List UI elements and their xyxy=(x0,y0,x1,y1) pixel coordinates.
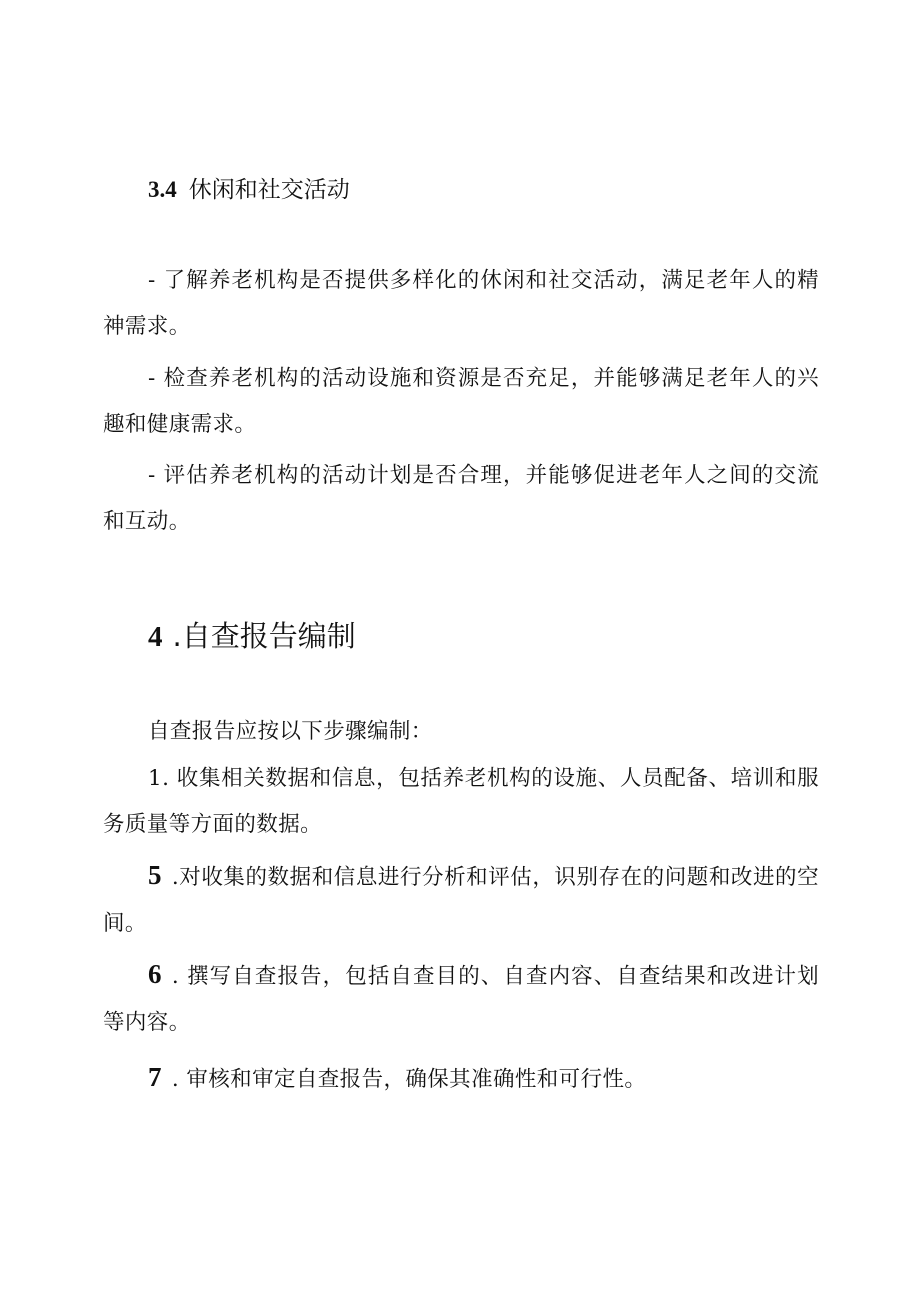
bullet-paragraph: - 评估养老机构的活动计划是否合理，并能够促进老年人之间的交流和互动。 xyxy=(103,463,819,534)
step-paragraph xyxy=(103,852,819,947)
section-title: 休闲和社交活动 xyxy=(188,177,350,203)
section-title: .自查报告编制 xyxy=(172,619,356,653)
step-number: 7 xyxy=(148,1062,162,1092)
section-number: 4 xyxy=(148,621,163,653)
step-text: . 撰写自查报告，包括自查目的、自查内容、自查结果和改进计划等内容。 xyxy=(103,964,819,1035)
step-paragraph xyxy=(103,1054,819,1103)
bullet-paragraph: - 检查养老机构的活动设施和资源是否充足，并能够满足老年人的兴趣和健康需求。 xyxy=(103,366,819,437)
section-heading-4 xyxy=(148,616,356,657)
step-paragraph: 1. 收集相关数据和信息，包括养老机构的设施、人员配备、培训和服务质量等方面的数据。 xyxy=(103,766,819,837)
step-text: . 审核和审定自查报告，确保其准确性和可行性。 xyxy=(171,1067,647,1092)
step-paragraph xyxy=(103,951,819,1046)
step-text: .对收集的数据和信息进行分析和评估，识别存在的问题和改进的空间。 xyxy=(103,865,819,936)
step-number: 6 xyxy=(148,959,162,989)
bullet-paragraph: - 了解养老机构是否提供多样化的休闲和社交活动，满足老年人的精神需求。 xyxy=(103,268,819,339)
section-heading-3-4 xyxy=(148,173,350,207)
intro-paragraph: 自查报告应按以下步骤编制： xyxy=(148,719,433,744)
step-number: 5 xyxy=(148,860,162,890)
section-number: 3.4 xyxy=(148,177,177,202)
